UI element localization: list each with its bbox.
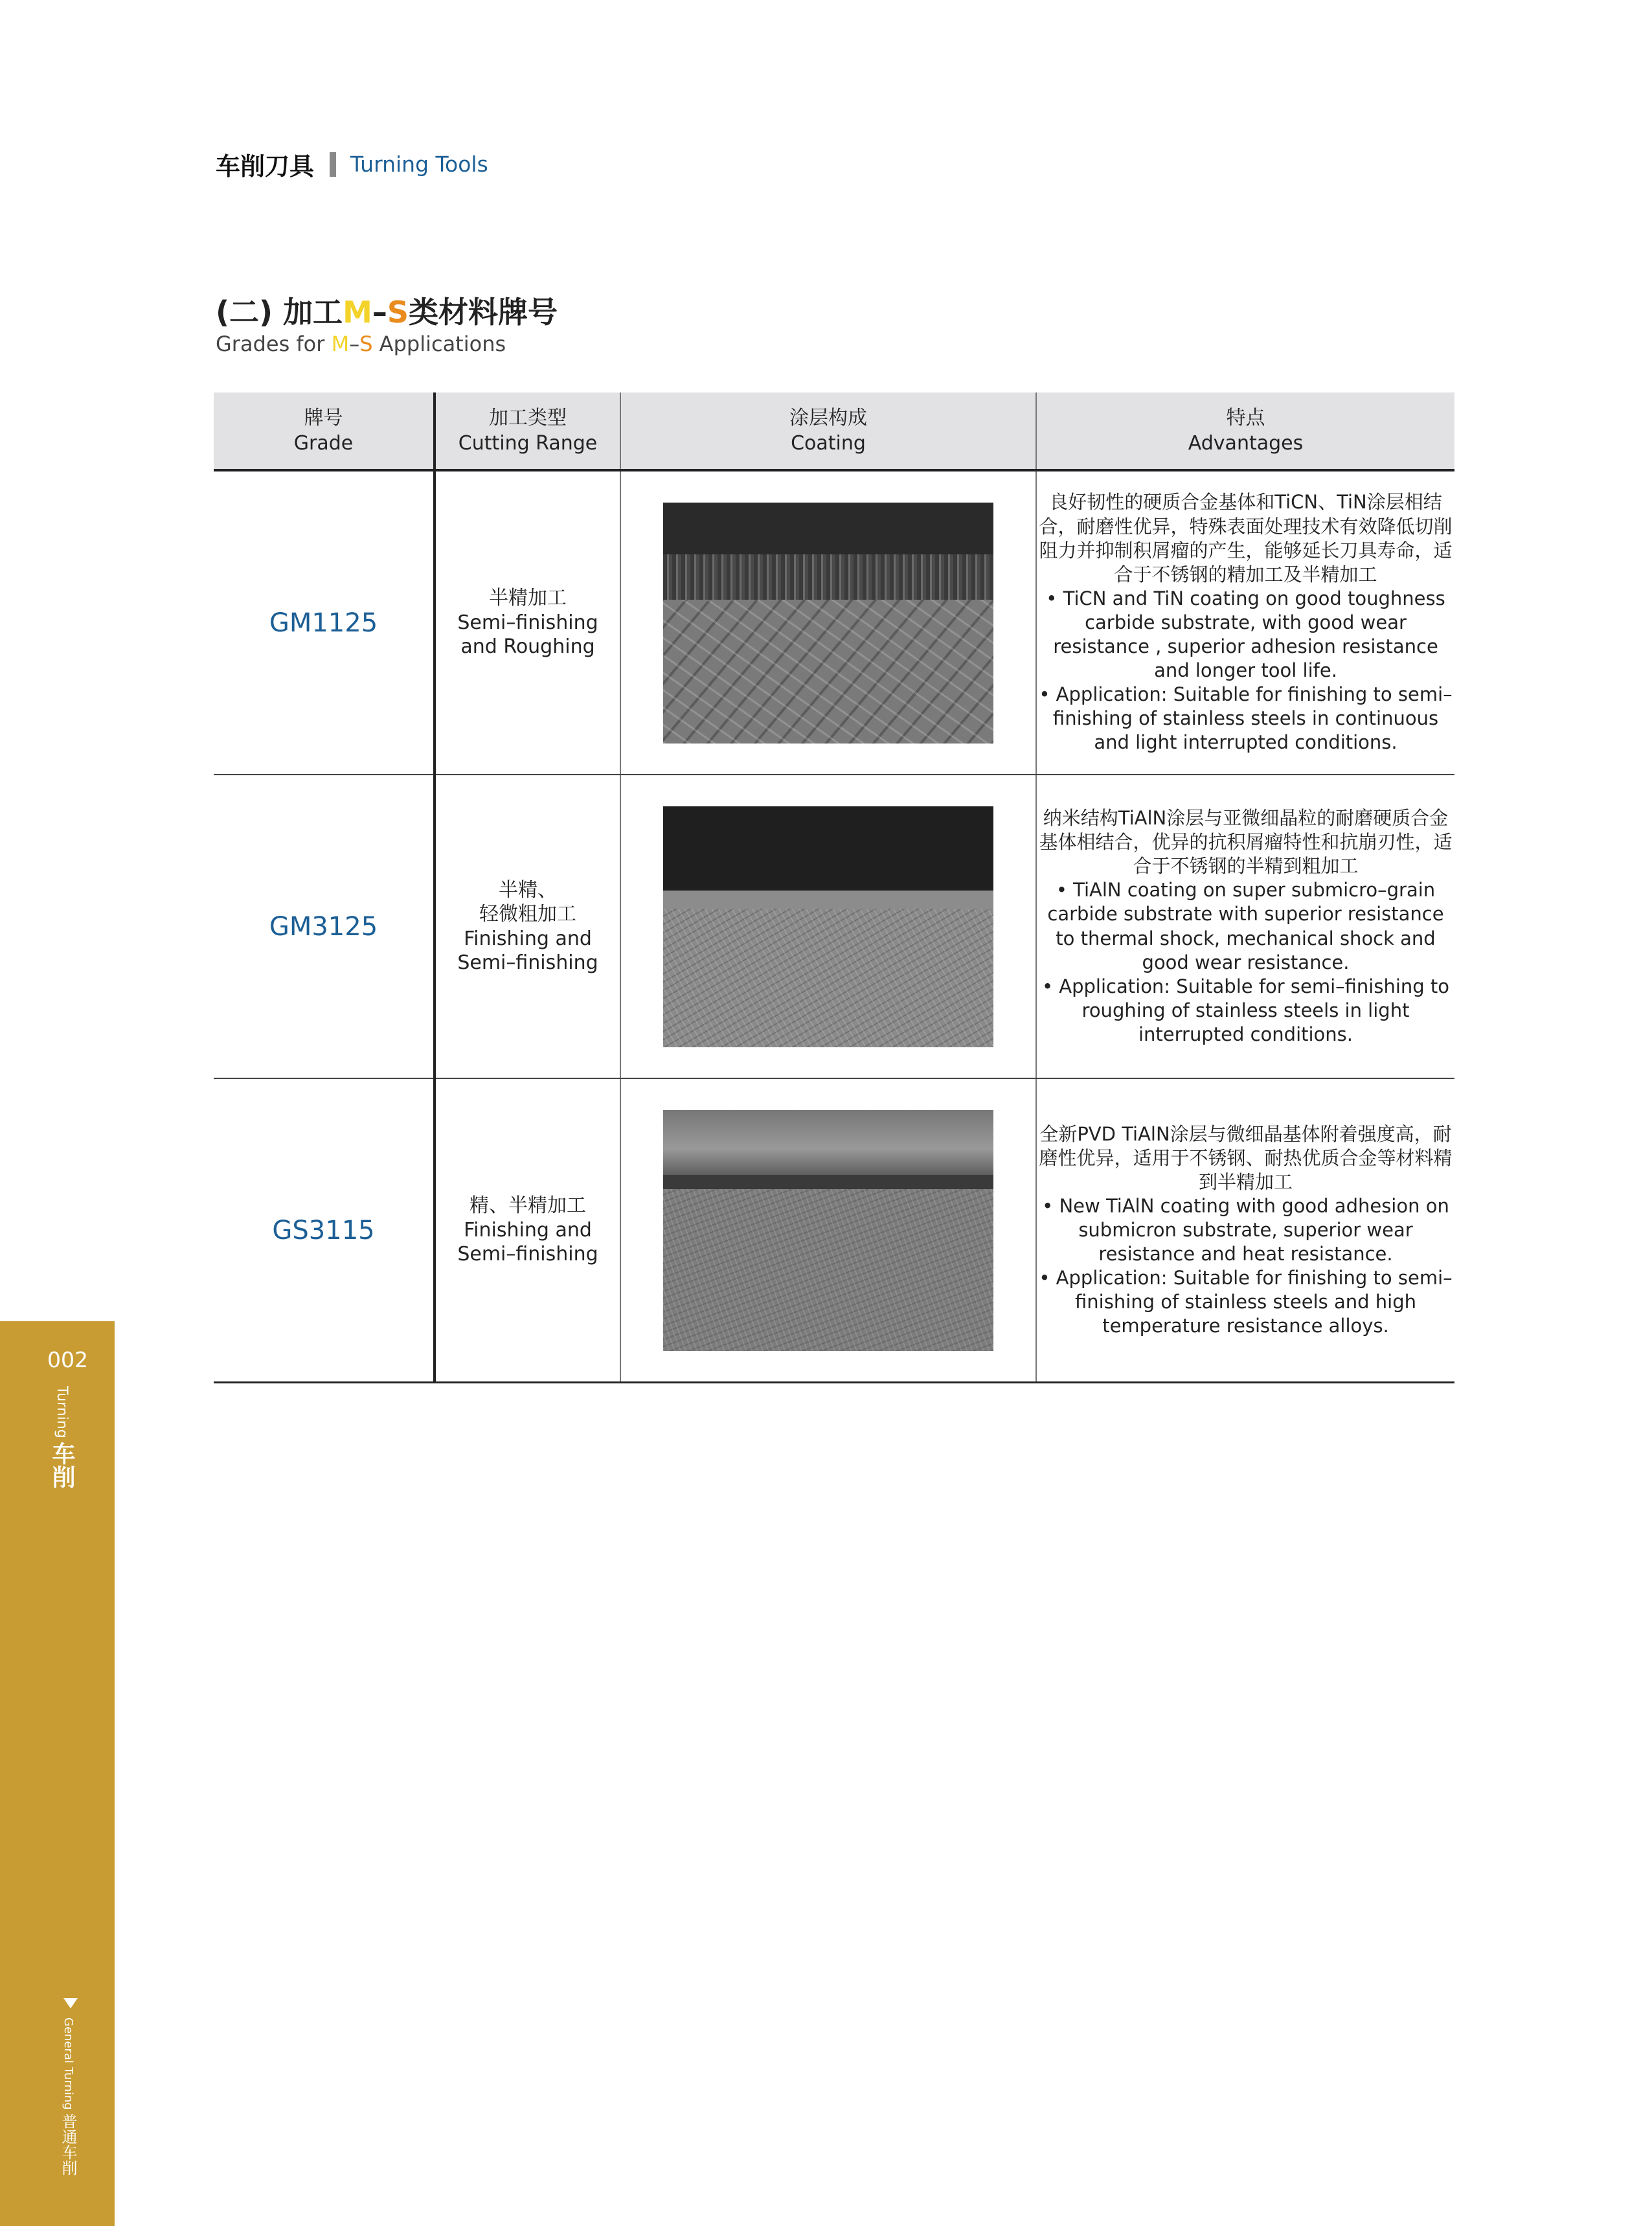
- range-line: Finishing and: [464, 927, 592, 950]
- header-grade-en: Grade: [293, 432, 354, 455]
- range-line: 精、半精加工: [470, 1194, 586, 1218]
- page-number: 002: [47, 1347, 88, 1372]
- coating-cell: [620, 470, 1036, 775]
- grades-table: [214, 392, 1454, 1383]
- advantages-zh: 全新PVD TiAlN涂层与微细晶基体附着强度高，耐磨性优异，适用于不锈钢、耐热优质合金等材料精到半精加工: [1039, 1122, 1453, 1193]
- grade-cell: GS3115: [214, 1078, 435, 1383]
- range-line: 半精加工: [489, 587, 567, 610]
- range-line: Semi–finishing: [457, 1243, 598, 1266]
- section-s-letter: S: [387, 295, 409, 330]
- side-tab: [0, 1321, 115, 2226]
- coating-cell: [620, 775, 1036, 1078]
- grade-cell: GM1125: [214, 470, 435, 775]
- section-dash: –: [372, 295, 387, 330]
- side-label-zh: 车削: [49, 1441, 75, 1488]
- section-zh-suffix: 类材料牌号: [408, 295, 558, 330]
- range-line: Semi–finishing: [457, 611, 598, 634]
- advantages-cell: [1036, 775, 1454, 1078]
- section-en-dash: –: [349, 332, 360, 357]
- grade-cell: GM3125: [214, 775, 435, 1078]
- section-title-en: [216, 332, 558, 356]
- advantages-zh: 良好韧性的硬质合金基体和TiCN、TiN涂层相结合，耐磨性优异，特殊表面处理技术有效降低切削阻力并抑制积屑瘤的产生，能够延长刀具寿命，适合于不锈钢的精加工及半精加工: [1039, 491, 1453, 585]
- advantages-bullet: • Application: Suitable for finishing to semi–finishing of stainless steels in continuous and light interrupted conditions.: [1039, 683, 1453, 754]
- side-label-en: Turning: [54, 1386, 70, 1438]
- cutting-range-cell: [435, 470, 620, 775]
- coating-micrograph-image: [663, 1110, 993, 1351]
- advantages-bullet: • New TiAlN coating with good adhesion on submicron substrate, superior wear resistance and heat resistance.: [1042, 1194, 1449, 1266]
- table-header-row: [214, 392, 1454, 470]
- header-grade: [214, 392, 435, 470]
- advantages-cell: [1036, 1078, 1454, 1383]
- triangle-down-icon: [63, 1998, 78, 2008]
- table-row: [214, 775, 1454, 1078]
- header-title-en: Turning Tools: [350, 152, 488, 177]
- coating-cell: [620, 1078, 1036, 1383]
- header-advantages: [1036, 392, 1454, 470]
- header-adv-en: Advantages: [1188, 432, 1304, 455]
- section-en-suffix: Applications: [372, 332, 506, 357]
- header-cutting-range: [435, 392, 620, 470]
- table-row: [214, 1078, 1454, 1383]
- range-line: and Roughing: [460, 635, 595, 659]
- range-line: Semi–finishing: [457, 951, 598, 974]
- side-category-zh: 普通车削: [59, 2113, 77, 2175]
- cutting-range-cell: [435, 1078, 620, 1383]
- advantages-zh: 纳米结构TiAlN涂层与亚微细晶粒的耐磨硬质合金基体相结合，优异的抗积屑瘤特性和抗崩刃性，适合于不锈钢的半精到粗加工: [1039, 806, 1453, 878]
- section-zh-prefix: (二) 加工: [216, 295, 343, 330]
- advantages-bullet: • TiCN and TiN coating on good toughness carbide substrate, with good wear resistance , superior adhesion resistance and longer tool life.: [1046, 587, 1445, 682]
- header-title-zh: 车削刀具: [216, 152, 315, 181]
- section-en-m: M: [331, 332, 350, 357]
- coating-micrograph-image: [663, 806, 993, 1047]
- coating-micrograph-image: [663, 503, 993, 744]
- header-coating: [620, 392, 1036, 470]
- advantages-bullet: • Application: Suitable for finishing to semi–finishing of stainless steels and high temperature resistance alloys.: [1039, 1267, 1453, 1337]
- range-line: Finishing and: [464, 1218, 592, 1242]
- section-en-prefix: Grades for: [216, 332, 332, 357]
- advantages-cell: [1036, 470, 1454, 775]
- side-section-label: [45, 1386, 78, 1488]
- page-header: [216, 146, 488, 182]
- range-line: 轻微粗加工: [479, 903, 576, 926]
- section-title-zh: [216, 295, 558, 330]
- header-range-zh: 加工类型: [489, 407, 567, 429]
- header-adv-zh: 特点: [1226, 407, 1265, 429]
- section-m-letter: M: [343, 295, 372, 330]
- table-row: [214, 470, 1454, 775]
- header-range-en: Cutting Range: [458, 432, 598, 455]
- advantages-bullet: • TiAlN coating on super submicro–grain carbide substrate with superior resistance to thermal shock, mechanical shock and good wear resistance.: [1047, 879, 1444, 973]
- range-line: 半精、: [499, 878, 557, 902]
- side-category-label: [57, 2017, 80, 2175]
- header-grade-zh: 牌号: [304, 407, 343, 429]
- section-title: [216, 295, 558, 356]
- cutting-range-cell: [435, 775, 620, 1078]
- section-en-s: S: [359, 332, 373, 357]
- advantages-bullet: • Application: Suitable for semi–finishing to roughing of stainless steels in light interrupted conditions.: [1041, 975, 1450, 1045]
- side-category-en: General Turning: [62, 2017, 75, 2110]
- header-divider: [330, 152, 336, 177]
- header-coating-en: Coating: [791, 432, 866, 455]
- header-coating-zh: 涂层构成: [789, 407, 867, 429]
